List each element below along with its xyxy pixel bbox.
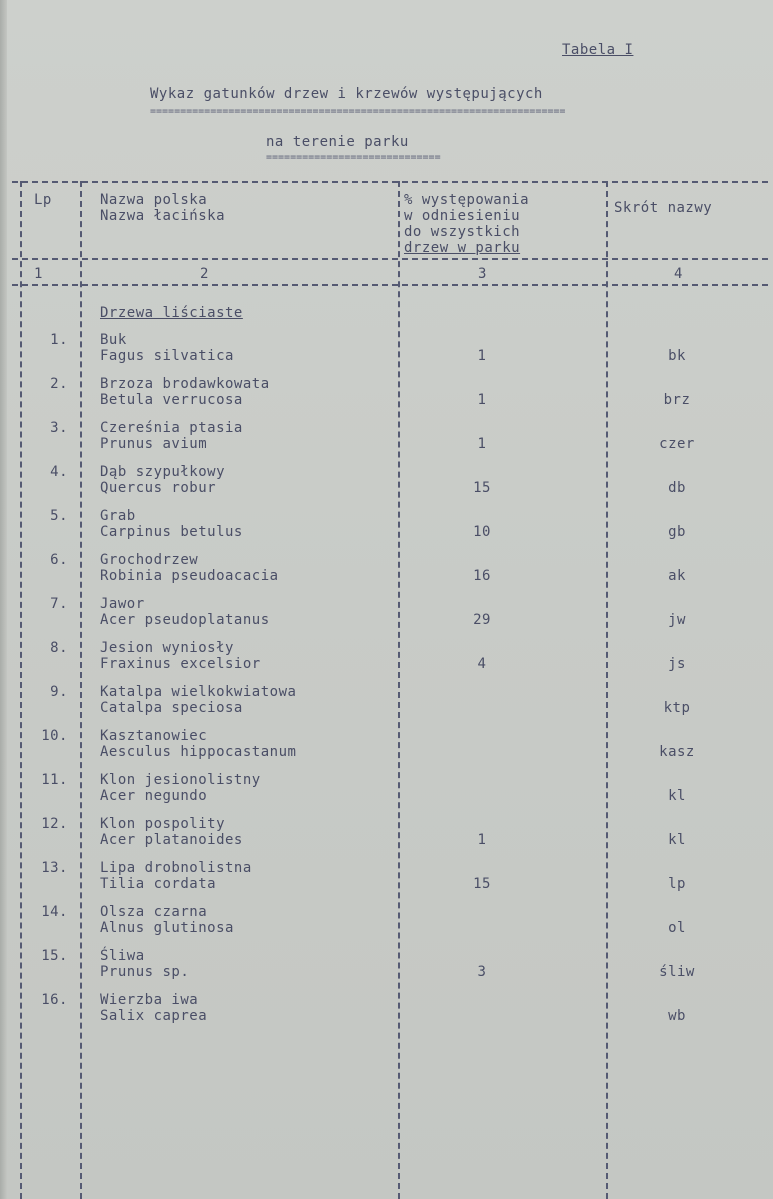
header-percent-line3: do wszystkich [404, 224, 521, 240]
table-label: Tabela I [562, 42, 634, 58]
row-lp: 7. [50, 596, 68, 612]
row-lp: 16. [41, 992, 68, 1008]
header-percent-line1: % występowania [404, 192, 530, 208]
column-number-4: 4 [674, 266, 683, 282]
row-percent: 1 [477, 832, 487, 848]
row-polish-name: Dąb szypułkowy [100, 464, 226, 480]
row-lp: 6. [50, 552, 68, 568]
row-lp: 4. [50, 464, 68, 480]
row-abbreviation: kl [668, 832, 686, 848]
row-latin-name: Aesculus hippocastanum [100, 744, 297, 760]
row-abbreviation: czer [659, 436, 695, 452]
row-abbreviation: śliw [659, 964, 695, 980]
row-abbreviation: ktp [663, 700, 691, 716]
row-abbreviation: gb [668, 524, 686, 540]
row-lp: 12. [41, 816, 68, 832]
row-abbreviation: lp [668, 876, 686, 892]
row-lp: 11. [41, 772, 68, 788]
row-polish-name: Klon pospolity [100, 816, 226, 832]
row-polish-name: Grab [100, 508, 136, 524]
row-percent: 16 [473, 568, 491, 584]
row-latin-name: Acer negundo [100, 788, 208, 804]
row-polish-name: Brzoza brodawkowata [100, 376, 270, 392]
row-polish-name: Jawor [100, 596, 145, 612]
header-polish-name: Nazwa polska [100, 192, 208, 208]
column-divider-1 [80, 181, 82, 1199]
row-latin-name: Salix caprea [100, 1008, 208, 1024]
row-percent: 3 [477, 964, 487, 980]
section-title: Drzewa liściaste [100, 305, 243, 321]
row-polish-name: Olsza czarna [100, 904, 208, 920]
header-percent-line2: w odniesieniu [404, 208, 521, 224]
row-polish-name: Śliwa [100, 948, 145, 964]
row-percent: 15 [473, 876, 491, 892]
row-latin-name: Quercus robur [100, 480, 217, 496]
title-underline-rule: ===================================================================== [150, 106, 566, 117]
row-percent: 1 [477, 436, 487, 452]
row-latin-name: Acer pseudoplatanus [100, 612, 270, 628]
row-lp: 9. [50, 684, 68, 700]
row-latin-name: Alnus glutinosa [100, 920, 234, 936]
table-left-rule [20, 181, 22, 1199]
document-title: Wykaz gatunków drzew i krzewów występujących [150, 86, 543, 102]
row-lp: 3. [50, 420, 68, 436]
row-abbreviation: js [668, 656, 686, 672]
row-abbreviation: wb [668, 1008, 686, 1024]
row-lp: 8. [50, 640, 68, 656]
row-latin-name: Acer platanoides [100, 832, 243, 848]
row-polish-name: Klon jesionolistny [100, 772, 261, 788]
row-polish-name: Lipa drobnolistna [100, 860, 252, 876]
row-latin-name: Betula verrucosa [100, 392, 243, 408]
column-number-1: 1 [34, 266, 43, 282]
row-polish-name: Buk [100, 332, 127, 348]
header-percent-line4: drzew w parku [404, 240, 521, 256]
page-edge-shadow [0, 0, 7, 1199]
row-lp: 5. [50, 508, 68, 524]
row-polish-name: Wierzba iwa [100, 992, 199, 1008]
column-divider-3 [606, 181, 608, 1199]
row-latin-name: Prunus sp. [100, 964, 190, 980]
row-abbreviation: bk [668, 348, 686, 364]
row-percent: 1 [477, 392, 487, 408]
row-latin-name: Robinia pseudoacacia [100, 568, 279, 584]
row-latin-name: Carpinus betulus [100, 524, 243, 540]
row-latin-name: Fraxinus excelsior [100, 656, 261, 672]
subtitle-underline-rule: ============================= [266, 152, 441, 163]
row-abbreviation: ak [668, 568, 686, 584]
header-latin-name: Nazwa łacińska [100, 208, 226, 224]
row-percent: 4 [477, 656, 487, 672]
row-lp: 13. [41, 860, 68, 876]
column-number-2: 2 [200, 266, 209, 282]
row-abbreviation: ol [668, 920, 686, 936]
row-polish-name: Grochodrzew [100, 552, 199, 568]
row-abbreviation: kasz [659, 744, 695, 760]
column-numbers-rule [12, 284, 768, 286]
row-latin-name: Fagus silvatica [100, 348, 234, 364]
row-lp: 2. [50, 376, 68, 392]
row-abbreviation: jw [668, 612, 686, 628]
row-percent: 10 [473, 524, 491, 540]
row-lp: 15. [41, 948, 68, 964]
row-percent: 15 [473, 480, 491, 496]
row-latin-name: Prunus avium [100, 436, 208, 452]
column-divider-2 [398, 181, 400, 1199]
row-polish-name: Kasztanowiec [100, 728, 208, 744]
row-lp: 14. [41, 904, 68, 920]
row-lp: 1. [50, 332, 68, 348]
row-abbreviation: brz [663, 392, 691, 408]
row-abbreviation: db [668, 480, 686, 496]
row-latin-name: Tilia cordata [100, 876, 217, 892]
column-number-3: 3 [478, 266, 487, 282]
table-top-rule [12, 181, 768, 183]
row-abbreviation: kl [668, 788, 686, 804]
row-polish-name: Jesion wyniosły [100, 640, 234, 656]
header-lp: Lp [34, 192, 52, 208]
header-abbreviation: Skrót nazwy [614, 200, 713, 216]
row-polish-name: Katalpa wielkokwiatowa [100, 684, 297, 700]
header-bottom-rule [12, 258, 768, 260]
row-lp: 10. [41, 728, 68, 744]
row-percent: 29 [473, 612, 491, 628]
row-latin-name: Catalpa speciosa [100, 700, 243, 716]
row-percent: 1 [477, 348, 487, 364]
row-polish-name: Czereśnia ptasia [100, 420, 243, 436]
document-subtitle: na terenie parku [266, 134, 409, 150]
